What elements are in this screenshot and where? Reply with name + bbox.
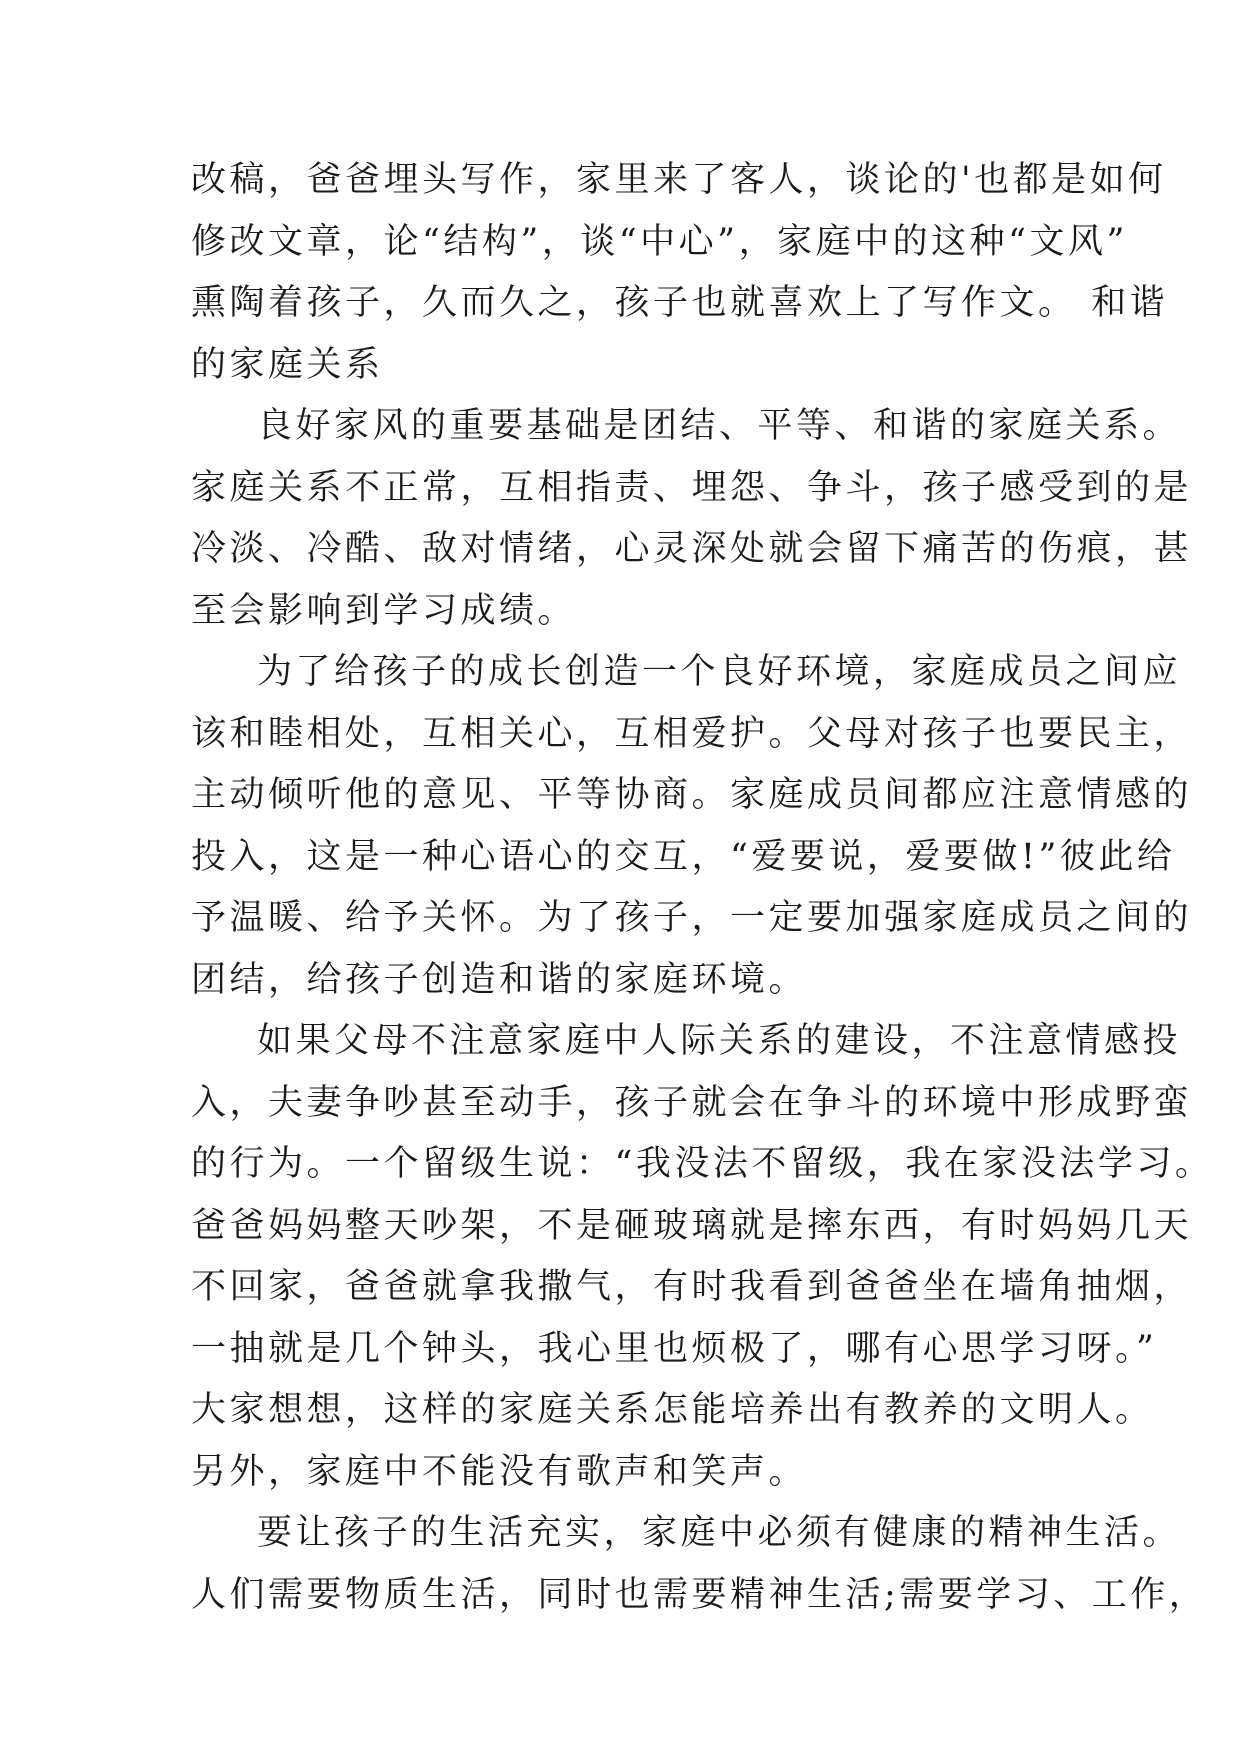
text-line: 主动倾听他的意见、平等协商。家庭成员间都应注意情感的 <box>191 775 1193 815</box>
text-line: 一抽就是几个钟头，我心里也烦极了，哪有心思学习呀。” <box>191 1328 1158 1369</box>
text-line: 家庭关系不正常，互相指责、埋怨、争斗，孩子感受到的是 <box>191 467 1193 508</box>
text-line: 不回家，爸爸就拿我撒气，有时我看到爸爸坐在墙角抽烟， <box>191 1267 1193 1307</box>
text-line: 该和睦相处，互相关心，互相爱护。父母对孩子也要民主， <box>191 713 1193 754</box>
text-line: 入，夫妻争吵甚至动手，孩子就会在争斗的环境中形成野蛮 <box>191 1082 1193 1123</box>
text-line: 如果父母不注意家庭中人际关系的建设，不注意情感投 <box>257 1021 1182 1061</box>
text-line: 的行为。一个留级生说：“我没法不留级，我在家没法学习。 <box>191 1144 1214 1184</box>
text-line: 爸爸妈妈整天吵架，不是砸玻璃就是摔东西，有时妈妈几天 <box>191 1205 1193 1246</box>
text-line: 的家庭关系 <box>191 344 384 385</box>
text-line: 修改文章，论“结构”，谈“中心”，家庭中的这种“文风” <box>191 221 1128 262</box>
text-line: 予温暖、给予关怀。为了孩子，一定要加强家庭成员之间的 <box>191 898 1193 938</box>
text-line: 投入，这是一种心语心的交互，“爱要说，爱要做!”彼此给 <box>191 836 1176 877</box>
text-line: 团结，给孩子创造和谐的家庭环境。 <box>191 959 808 1000</box>
text-line: 要让孩子的生活充实，家庭中必须有健康的精神生活。 <box>257 1513 1182 1553</box>
text-line: 改稿，爸爸埋头写作，家里来了客人，谈论的'也都是如何 <box>191 160 1167 200</box>
text-line: 冷淡、冷酷、敌对情绪，心灵深处就会留下痛苦的伤痕，甚 <box>191 529 1193 569</box>
text-line: 大家想想，这样的家庭关系怎能培养出有教养的文明人。 <box>191 1390 1154 1430</box>
text-line: 至会影响到学习成绩。 <box>191 590 577 631</box>
text-line: 为了给孩子的成长创造一个良好环境，家庭成员之间应 <box>257 652 1182 692</box>
body-text <box>191 150 1214 1626</box>
text-line: 良好家风的重要基础是团结、平等、和谐的家庭关系。 <box>257 406 1182 446</box>
text-line: 另外，家庭中不能没有歌声和笑声。 <box>191 1451 808 1492</box>
text-line: 人们需要物质生活，同时也需要精神生活;需要学习、工作， <box>191 1574 1208 1615</box>
text-line: 熏陶着孩子，久而久之，孩子也就喜欢上了写作文。 和谐 <box>191 283 1169 323</box>
